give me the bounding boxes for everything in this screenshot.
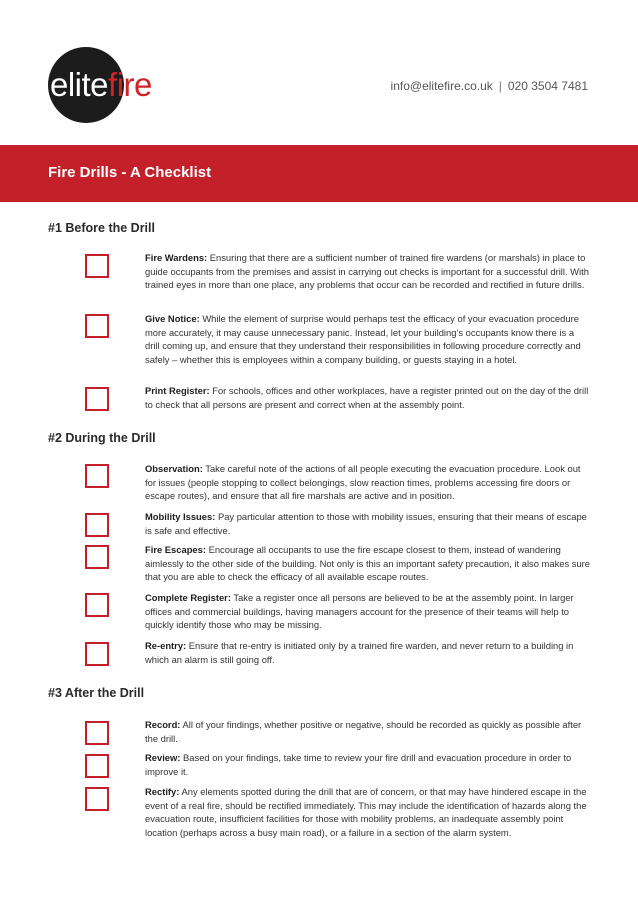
item-term: Give Notice:	[145, 313, 200, 324]
checklist-item-give-notice	[145, 312, 590, 366]
item-text: Ensure that re-entry is initiated only by a trained fire warden, and never return to a building in which an alarm is still going off.	[145, 640, 574, 665]
item-text: While the element of surprise would perhaps test the efficacy of your evacuation procedure more accurately, it may cause unnecessary panic. Instead, let your building’s occupants know there is a drill coming up, and ensure that they understand their responsibilities in following procedure correctly and safely – whether this is employees within a company building, or guests staying in a hotel.	[145, 313, 581, 365]
checkbox-re-entry[interactable]	[85, 642, 109, 666]
item-term: Rectify:	[145, 786, 180, 797]
page-title: Fire Drills - A Checklist	[48, 164, 212, 181]
checklist-item-fire-wardens	[145, 251, 590, 292]
checklist-item-mobility-issues	[145, 510, 590, 537]
contact-phone[interactable]: 020 3504 7481	[507, 79, 588, 93]
item-text: Ensuring that there are a sufficient number of trained fire wardens (or marshals) in place to guide occupants from the premises and assist in carrying out checks is important for a successful drill. With trained eyes in more than one place, any problems that occur can be recorded and rectified in future drills.	[145, 252, 589, 291]
checkbox-mobility-issues[interactable]	[85, 513, 109, 537]
checkbox-complete-register[interactable]	[85, 593, 109, 617]
checklist-item-rectify	[145, 785, 590, 839]
item-term: Observation:	[145, 463, 203, 474]
item-term: Fire Wardens:	[145, 252, 208, 263]
checkbox-record[interactable]	[85, 721, 109, 745]
checkbox-rectify[interactable]	[85, 787, 109, 811]
checkbox-observation[interactable]	[85, 464, 109, 488]
item-term: Mobility Issues:	[145, 511, 216, 522]
item-text: Take careful note of the actions of all people executing the evacuation procedure. Look out for issues (people stopping to collect belongings, slow reaction times, problems accessing fire doors or escape routes), and ensure that all fire marshals are active and in position.	[145, 463, 581, 502]
contact-email[interactable]: info@elitefire.co.uk	[390, 79, 493, 93]
checkbox-print-register[interactable]	[85, 387, 109, 411]
checklist-item-print-register	[145, 384, 590, 411]
item-text: All of your findings, whether positive or negative, should be recorded as quickly as possible after the drill.	[145, 719, 582, 744]
checkbox-review[interactable]	[85, 754, 109, 778]
elitefire-logo	[48, 47, 186, 123]
item-term: Fire Escapes:	[145, 544, 206, 555]
logo-text-elite: elite	[50, 66, 109, 103]
item-term: Print Register:	[145, 385, 210, 396]
item-text: For schools, offices and other workplaces, have a register printed out on the day of the drill to check that all persons are present and correct when at the assembly point.	[145, 385, 589, 410]
checkbox-give-notice[interactable]	[85, 314, 109, 338]
checklist-item-fire-escapes	[145, 543, 590, 584]
section-title-before: #1 Before the Drill	[48, 221, 155, 235]
item-term: Record:	[145, 719, 181, 730]
title-banner	[0, 145, 638, 202]
checklist-item-complete-register	[145, 591, 590, 632]
contact-separator: |	[498, 79, 502, 93]
section-title-during: #2 During the Drill	[48, 431, 156, 445]
checkbox-fire-escapes[interactable]	[85, 545, 109, 569]
item-term: Complete Register:	[145, 592, 231, 603]
item-text: Take a register once all persons are believed to be at the assembly point. In larger offices and commercial buildings, having managers account for the presence of their teams will help to quickly identify those who may be missing.	[145, 592, 574, 631]
item-text: Pay particular attention to those with mobility issues, ensuring that their means of escape is safe and effective.	[145, 511, 587, 536]
logo-wordmark	[50, 65, 152, 105]
item-term: Re-entry:	[145, 640, 187, 651]
checklist-item-observation	[145, 462, 590, 503]
item-text: Based on your findings, take time to review your fire drill and evacuation procedure in order to improve it.	[145, 752, 572, 777]
checklist-item-re-entry	[145, 639, 590, 666]
section-title-after: #3 After the Drill	[48, 686, 145, 700]
checkbox-fire-wardens[interactable]	[85, 254, 109, 278]
checklist-item-review	[145, 751, 590, 778]
contact-info	[391, 79, 588, 93]
item-text: Any elements spotted during the drill that are of concern, or that may have hindered escape in the event of a real fire, should be rectified immediately. This may include the identification of hazards along the evacuation route, insufficient facilities for those with mobility problems, an inadequate assembly point location (perhaps across a busy main road), or a failure in a section of the alarm system.	[145, 786, 587, 838]
item-text: Encourage all occupants to use the fire escape closest to them, instead of wandering aimlessly to the other side of the building. Not only is this an important safety precaution, it also makes sure that you are able to check the efficacy of all available escape routes.	[145, 544, 591, 583]
item-term: Review:	[145, 752, 181, 763]
logo-text-fire: fire	[108, 66, 152, 103]
checklist-item-record	[145, 718, 590, 745]
